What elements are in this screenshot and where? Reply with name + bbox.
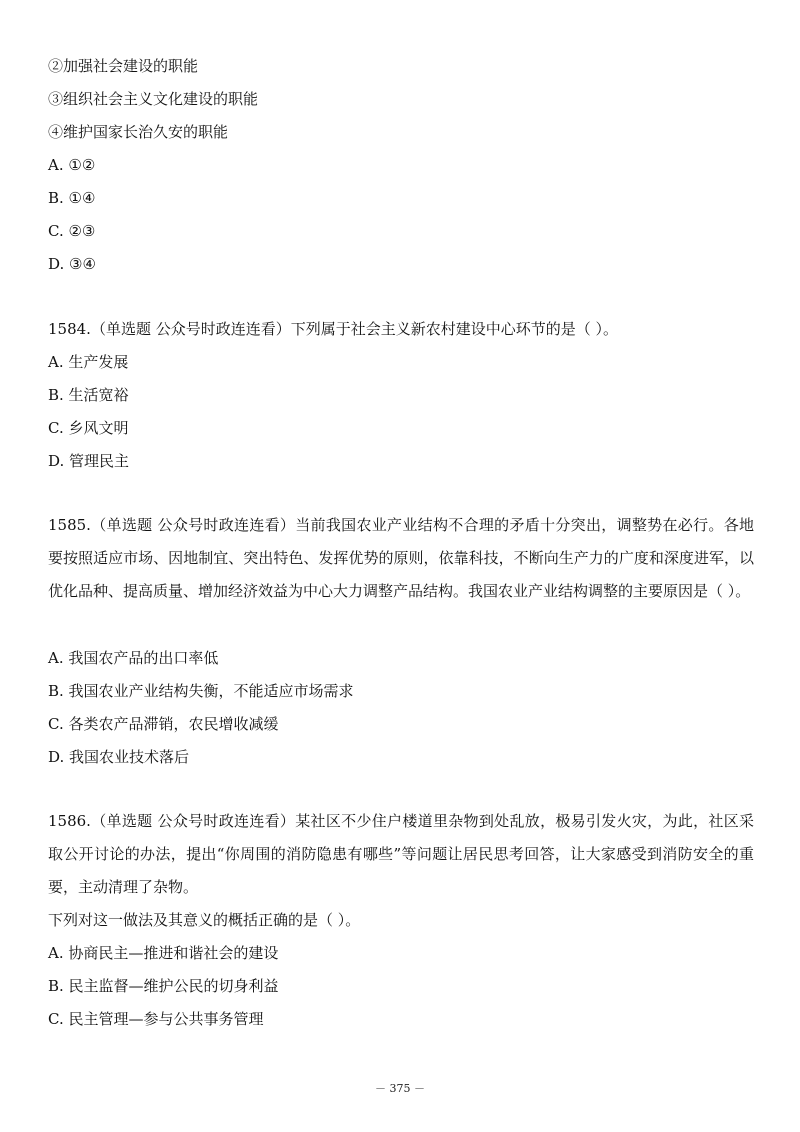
choice-d: D. ③④: [48, 255, 96, 273]
question-1584-choice-c: C. 乡风文明: [48, 419, 129, 437]
question-1585-choice-b: B. 我国农业产业结构失衡，不能适应市场需求: [48, 682, 354, 700]
option-3: ③组织社会主义文化建设的职能: [48, 90, 259, 108]
question-1586-stem: 1586.（单选题 公众号时政连连看）某社区不少住户楼道里杂物到处乱放，极易引发火灾，为此，社区采取公开讨论的办法，提出“你周围的消防隐患有哪些”等问题让居民思考回答，让大家感受到消防安全的重要，主动清理了杂物。: [48, 812, 754, 896]
question-1584-stem: 1584.（单选题 公众号时政连连看）下列属于社会主义新农村建设中心环节的是（ ）。: [48, 320, 618, 338]
page-number: － 375 －: [375, 1082, 425, 1095]
question-1584-choice-b: B. 生活宽裕: [48, 386, 129, 404]
question-1586-choice-b: B. 民主监督—维护公民的切身利益: [48, 977, 279, 995]
question-1585-choice-c: C. 各类农产品滞销，农民增收减缓: [48, 715, 279, 733]
question-1584-choice-a: A. 生产发展: [48, 353, 129, 371]
question-1586-choice-a: A. 协商民主—推进和谐社会的建设: [48, 944, 279, 962]
choice-c: C. ②③: [48, 222, 96, 240]
question-1586-prompt: 下列对这一做法及其意义的概括正确的是（ ）。: [48, 911, 361, 929]
question-1585-stem: 1585.（单选题 公众号时政连连看）当前我国农业产业结构不合理的矛盾十分突出，调整势在必行。各地要按照适应市场、因地制宜、突出特色、发挥优势的原则，依靠科技，不断向生产力的广度和深度进军，以优化品种、提高质量、增加经济效益为中心大力调整产品结构。我国农业产业结构调整的主要原因是（ ）。: [48, 516, 754, 600]
question-1586-choice-c: C. 民主管理—参与公共事务管理: [48, 1010, 264, 1028]
choice-b: B. ①④: [48, 189, 96, 207]
question-1584-choice-d: D. 管理民主: [48, 452, 130, 470]
option-2: ②加强社会建设的职能: [48, 57, 199, 75]
question-1585-choice-a: A. 我国农产品的出口率低: [48, 649, 219, 667]
option-4: ④维护国家长治久安的职能: [48, 123, 229, 141]
choice-a: A. ①②: [48, 156, 96, 174]
question-1585-choice-d: D. 我国农业技术落后: [48, 748, 190, 766]
